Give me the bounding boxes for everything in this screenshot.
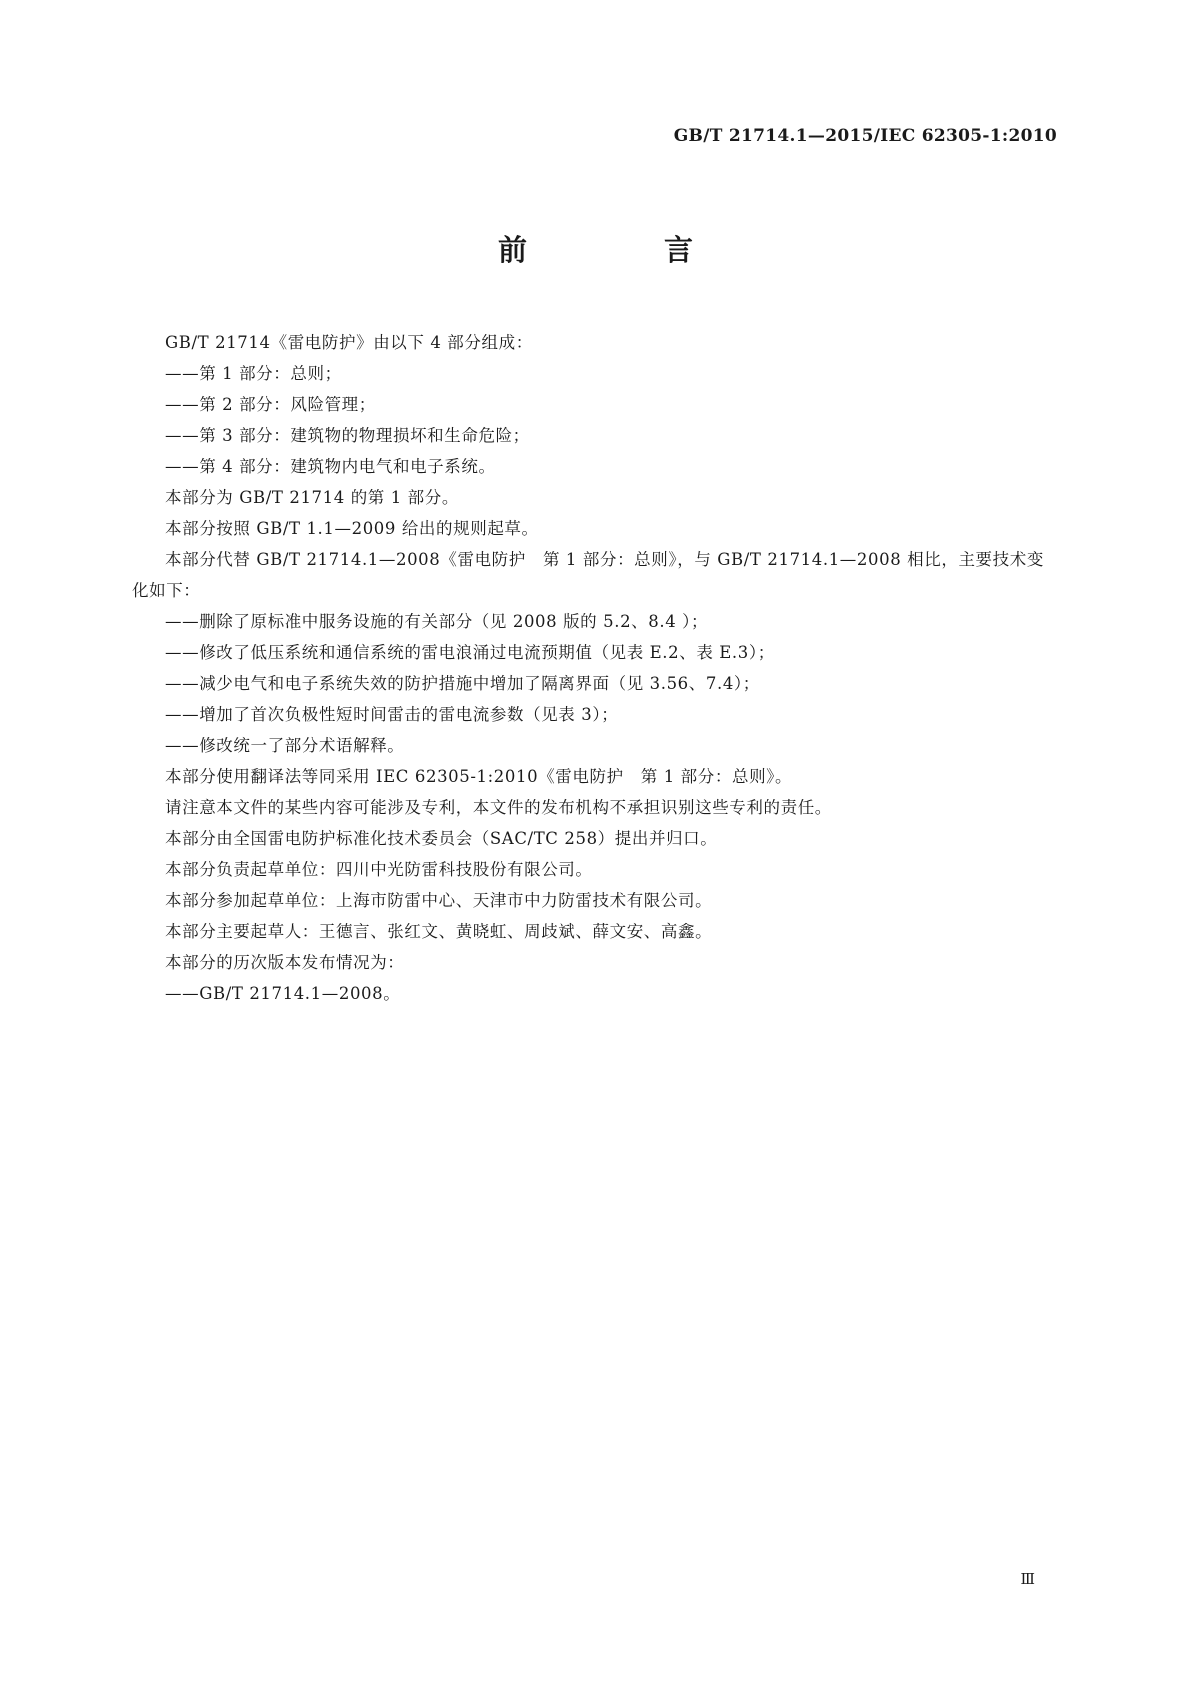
- paragraph-patent-notice: 请注意本文件的某些内容可能涉及专利，本文件的发布机构不承担识别这些专利的责任。: [165, 798, 832, 817]
- list-item-change-1: ——删除了原标准中服务设施的有关部分（见 2008 版的 5.2、8.4 ）；: [165, 612, 709, 631]
- paragraph-parts-intro: GB/T 21714《雷电防护》由以下 4 部分组成：: [165, 333, 533, 352]
- list-item-part-1: ——第 1 部分：总则；: [165, 364, 342, 383]
- list-item-change-3: ——减少电气和电子系统失效的防护措施中增加了隔离界面（见 3.56、7.4）；: [165, 674, 760, 693]
- page-number: Ⅲ: [1020, 1570, 1035, 1588]
- list-item-history-1: ——GB/T 21714.1—2008。: [165, 984, 401, 1003]
- list-item-part-2: ——第 2 部分：风险管理；: [165, 395, 376, 414]
- list-item-part-3: ——第 3 部分：建筑物的物理损坏和生命危险；: [165, 426, 530, 445]
- page-title: 前 言: [497, 233, 747, 267]
- paragraph-history-intro: 本部分的历次版本发布情况为：: [165, 953, 405, 972]
- paragraph-this-part: 本部分为 GB/T 21714 的第 1 部分。: [165, 488, 459, 507]
- list-item-change-5: ——修改统一了部分术语解释。: [165, 736, 405, 755]
- paragraph-adoption: 本部分使用翻译法等同采用 IEC 62305-1:2010《雷电防护 第 1 部分：总则》。: [165, 767, 793, 786]
- paragraph-proposed-by: 本部分由全国雷电防护标准化技术委员会（SAC/TC 258）提出并归口。: [165, 829, 718, 848]
- paragraph-participating-drafters: 本部分参加起草单位：上海市防雷中心、天津市中力防雷技术有限公司。: [165, 891, 713, 910]
- paragraph-main-drafters: 本部分主要起草人：王德言、张红文、黄晓虹、周歧斌、薛文安、高鑫。: [165, 922, 713, 941]
- standard-code-header: GB/T 21714.1—2015/IEC 62305-1:2010: [673, 126, 1057, 146]
- paragraph-drafting-rules: 本部分按照 GB/T 1.1—2009 给出的规则起草。: [165, 519, 539, 538]
- list-item-change-4: ——增加了首次负极性短时间雷击的雷电流参数（见表 3）；: [165, 705, 619, 724]
- paragraph-replaces: 本部分代替 GB/T 21714.1—2008《雷电防护 第 1 部分：总则》，与 GB/T 21714.1—2008 相比，主要技术变化如下：: [132, 550, 1044, 600]
- foreword-body: [132, 327, 1060, 1009]
- list-item-change-2: ——修改了低压系统和通信系统的雷电浪涌过电流预期值（见表 E.2、表 E.3）；: [165, 643, 775, 662]
- paragraph-responsible-drafter: 本部分负责起草单位：四川中光防雷科技股份有限公司。: [165, 860, 593, 879]
- list-item-part-4: ——第 4 部分：建筑物内电气和电子系统。: [165, 457, 496, 476]
